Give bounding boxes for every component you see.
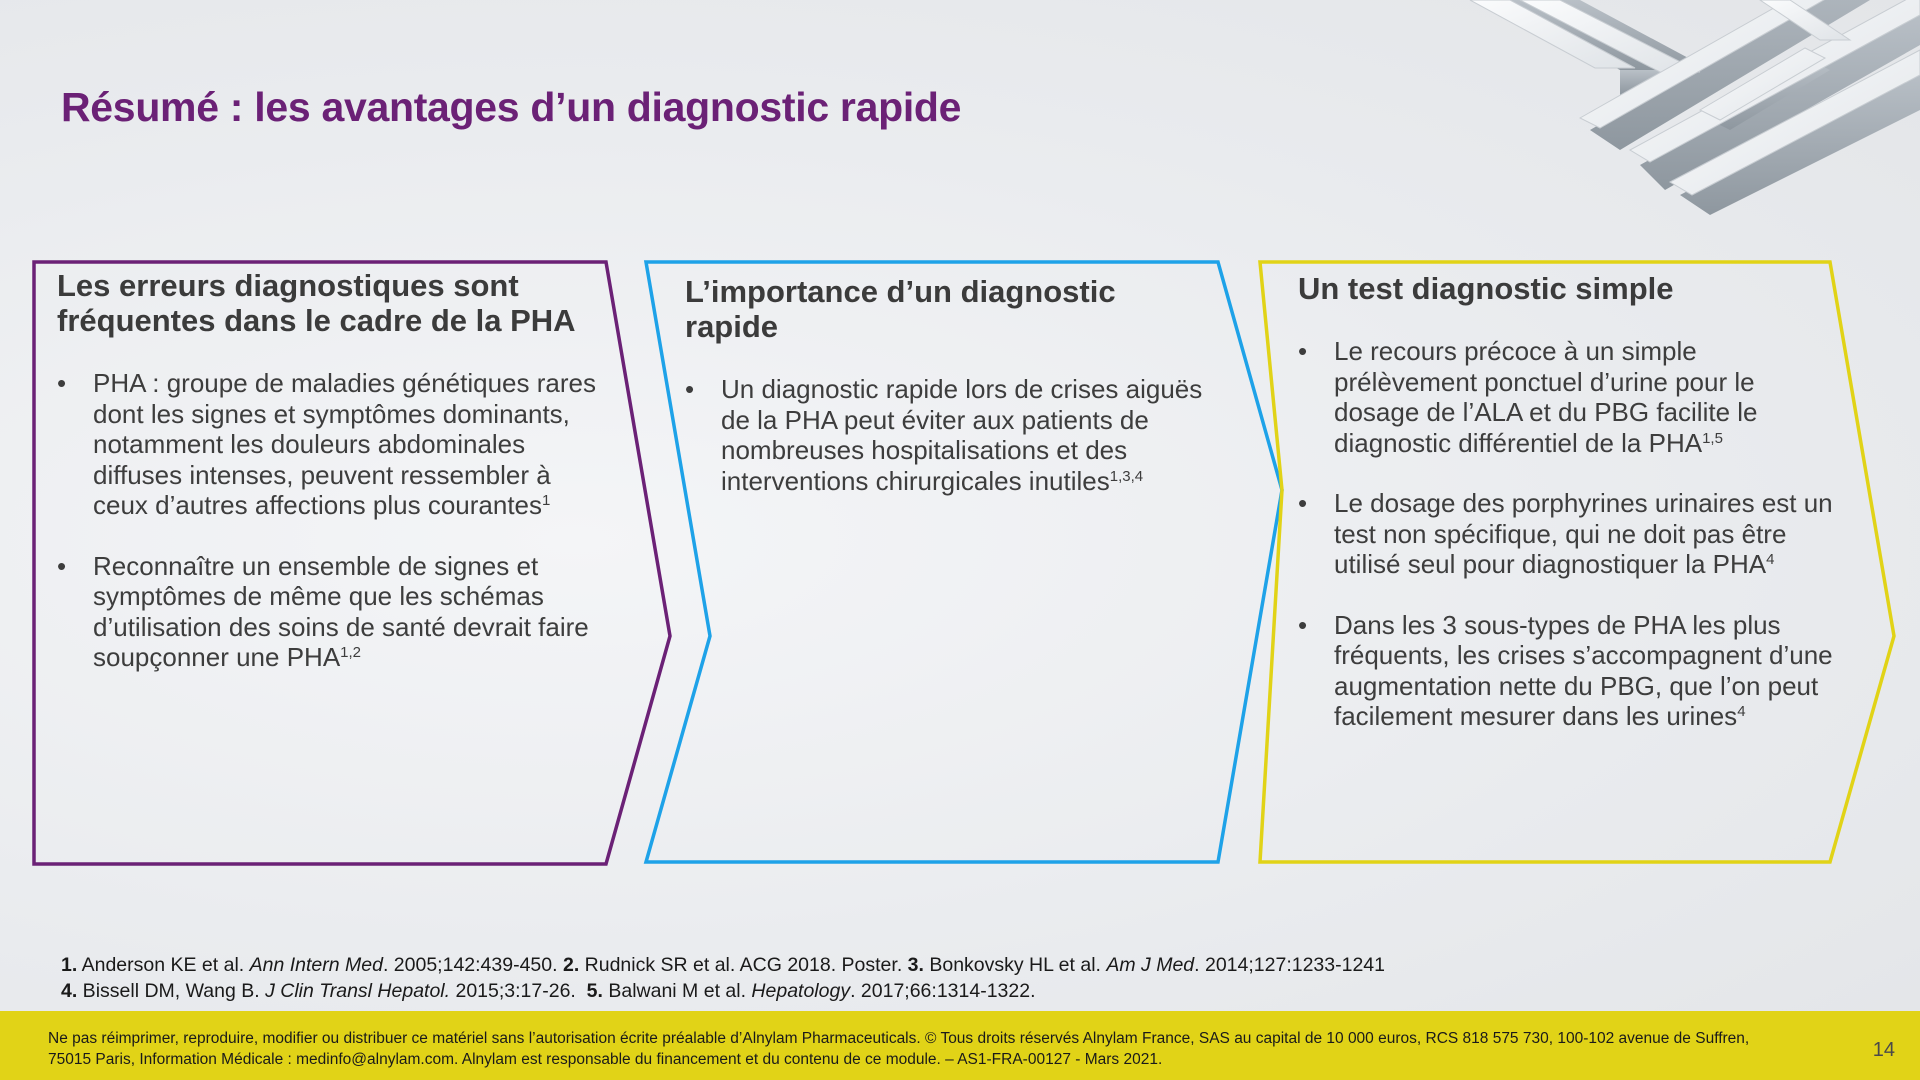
page-number: 14 <box>1872 1039 1895 1061</box>
bullet-list <box>57 368 597 673</box>
bullet-list <box>1298 336 1838 732</box>
panel-diagnostic-errors <box>57 268 597 673</box>
list-item: • PHA : groupe de maladies génétiques rares dont les signes et symptômes dominants, notamment les douleurs abdominales diffuses intenses, peuvent ressembler à ceux d’autres affections plus courantes$^1$ <box>57 368 597 521</box>
list-item: • Le recours précoce à un simple prélèvement ponctuel d’urine pour le dosage de l’ALA et du PBG facilite le diagnostic différentiel de la PHA$^{1,5}$ <box>1298 336 1838 458</box>
bullet-list <box>685 374 1205 496</box>
references-line-1: 1. Anderson KE et al. Ann Intern Med. 2005;142:439-450. 2. Rudnick SR et al. ACG 2018. Poster. 3. Bonkovsky HL et al. Am J Med. 2014;127:1233-1241 <box>61 954 1385 976</box>
reference-superscript: 4 <box>1737 703 1746 720</box>
reference-superscript: 1,2 <box>340 644 362 661</box>
reference-superscript: 4 <box>1766 551 1775 568</box>
page-title: Résumé : les avantages d’un diagnostic rapide <box>61 84 962 130</box>
list-item: • Un diagnostic rapide lors de crises aiguës de la PHA peut éviter aux patients de nombreuses hospitalisations et des interventions chirurgicales inutiles$^{1,3,4}$ <box>685 374 1205 496</box>
list-item: • Le dosage des porphyrines urinaires est un test non spécifique, qui ne doit pas être utilisé seul pour diagnostiquer la PHA$^4$ <box>1298 488 1838 580</box>
footer-bar <box>0 1011 1920 1080</box>
reference-superscript: 1,5 <box>1702 429 1723 447</box>
references <box>61 953 1385 1004</box>
list-item: • Dans les 3 sous-types de PHA les plus fréquents, les crises s’accompagnent d’une augmentation nette du PBG, que l’on peut facilement mesurer dans les urines$^4$ <box>1298 610 1838 732</box>
panel-rapid-diagnosis <box>685 274 1205 496</box>
panel-simple-test <box>1298 271 1838 732</box>
references-line-2: 4. Bissell DM, Wang B. J Clin Transl Hepatol. 2015;3:17-26. 5. Balwani M et al. Hepatology. 2017;66:1314-1322. <box>61 979 1036 1002</box>
reference-superscript: 1 <box>542 492 551 509</box>
legal-notice: Ne pas réimprimer, reproduire, modifier ou distribuer ce matériel sans l’autorisation écrite préalable d’Alnylam Pharmaceuticals. © Tous droits réservés Alnylam France, SAS au capital de 10 000 euros, RCS 818 575 730, 100-102 avenue de Suffren, 75015 Paris, Information Médicale : medinfo@alnylam.com. Alnylam est responsable du financement et du contenu de ce module. – AS1-FRA-00127 - Mars 2021. <box>48 1030 1750 1068</box>
reference-superscript: 1,3,4 <box>1109 467 1144 485</box>
panel-heading: Un test diagnostic simple <box>1298 271 1674 306</box>
panel-heading: L’importance d’un diagnostic rapide <box>685 274 1116 344</box>
list-item: • Reconnaître un ensemble de signes et symptômes de même que les schémas d’utilisation des soins de santé devrait faire soupçonner une PHA$^{1,2}$ <box>57 551 597 673</box>
panel-heading: Les erreurs diagnostiques sont fréquentes dans le cadre de la PHA <box>57 268 576 338</box>
